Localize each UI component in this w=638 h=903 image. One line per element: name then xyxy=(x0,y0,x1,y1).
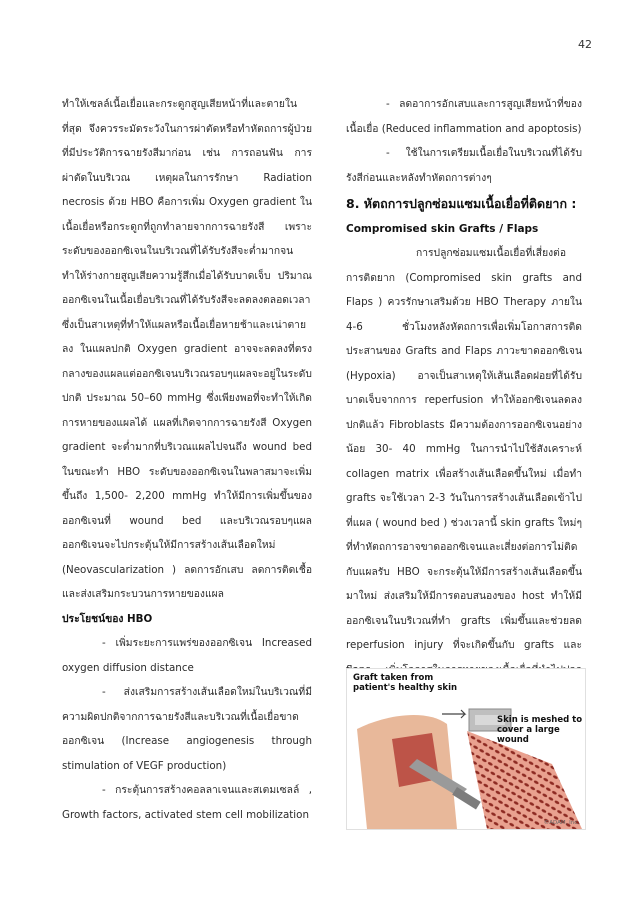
benefit-item-4: - ลดอาการอักเสบและการสูญเสียหน้าที่ของเนื้อเยื่อ (Reduced inflammation and apoptosis) xyxy=(346,98,582,135)
figure-credit: ©ADAM, Inc. xyxy=(543,820,579,826)
skin-graft-drawing xyxy=(347,669,585,829)
benefit-item-2: - ส่งเสริมการสร้างเส้นเลือดใหม่ในบริเวณที่มีความผิดปกติจากการฉายรังสีและบริเวณที่เนื้อเยื่อขาดออกซิเจน (Increase angiogenesis through stimulation of VEGF production) xyxy=(62,686,312,772)
paragraph-radiation-necrosis: ทำให้เซลล์เนื้อเยื่อและกระดูกสูญเสียหน้าที่และตายในที่สุด จึงควรระมัดระวังในการผ่าตัดหรือทำหัตถการผู้ป่วยที่มีประวัติการฉายรังสีมาก่อน เช่น การถอนฟัน การผ่าตัดในบริเวณ เหตุผลในการรักษา Radiation necrosis ด้วย HBO คือการเพิ่ม Oxygen gradient ในเนื้อเยื่อหรือกระดูกที่ถูกทำลายจากการฉายรังสี เพราะระดับของออกซิเจนในบริเวณที่ได้รับรังสีจะต่ำมากจนทำให้ร่างกายสูญเสียความรู้สึกเมื่อได้รับบาดเจ็บ ปริมาณออกซิเจนในเนื้อเยื่อบริเวณที่ได้รับรังสีจะลดลงตลอดเวลาซึ่งเป็นสาเหตุที่ทำให้แผลหรือเนื้อเยื่อหายช้าและเน่าตายลง ในแผลปกติ Oxygen gradient อาจจะลดลงที่ตรงกลางของแผลแต่ออกซิเจนบริเวณรอบๆแผลจะอยู่ในระดับปกติ ประมาณ 50–60 mmHg ซึ่งเพียงพอที่จะทำให้เกิดการหายของแผลได้ แผลที่เกิดจากการฉายรังสี Oxygen gradient จะต่ำมากที่บริเวณแผลไปจนถึง wound bed ในขณะทำ HBO ระดับของออกซิเจนในพลาสมาจะเพิ่มขึ้นถึง 1,500- 2,200 mmHg ทำให้มีการเพิ่มขึ้นของออกซิเจนที่ wound bed และบริเวณรอบๆแผล ออกซิเจนจะไปกระตุ้นให้มีการสร้างเส้นเลือดใหม่ (Neovascularization ) ลดการอักเสบ ลดการติดเชื้อ และส่งเสริมกระบวนการหายของแผล xyxy=(62,98,312,600)
tool-handle xyxy=(452,787,481,809)
skin-graft-illustration xyxy=(346,668,586,830)
benefit-heading: ประโยชน์ของ HBO xyxy=(62,612,153,625)
benefit-item-3: - กระตุ้นการสร้างคอลลาเจนและสเตมเซลล์ , Growth factors, activated stem cell mobilization xyxy=(62,784,312,821)
paragraph-grafts-flaps: การปลูกซ่อมแซมเนื้อเยื่อที่เสี่ยงต่อการติดยาก (Compromised skin grafts and Flaps ) ควรรักษาเสริมด้วย HBO Therapy ภายใน 4-6 ชั่วโมงหลังหัตถการเพื่อเพิ่มโอกาสการติดประสานของ Grafts and Flaps ภาวะขาดออกซิเจน (Hypoxia) อาจเป็นสาเหตุให้เส้นเลือดฝอยที่ได้รับบาดเจ็บจากการ reperfusion ทำให้ออกซิเจนลดลง ปกติแล้ว Fibroblasts มีความต้องการออกซิเจนอย่างน้อย 30- 40 mmHg ในการนำไปใช้สังเคราะห์ collagen matrix เพื่อสร้างเส้นเลือดขึ้นใหม่ เมื่อทำ grafts จะใช้เวลา 2-3 วันในการสร้างเส้นเลือดเข้าไปที่แผล ( wound bed ) ช่วงเวลานี้ skin grafts ใหม่ๆที่ทำหัตถการอาจขาดออกซิเจนและเสี่ยงต่อการไม่ติดกับแผลรับ HBO จะกระตุ้นให้มีการสร้างเส้นเลือดขึ้นมาใหม่ ส่งเสริมให้มีการตอบสนองของ host ทำให้มีออกซิเจนในบริเวณที่ทำ grafts เพิ่มขึ้นและช่วยลด reperfusion injury ที่จะเกิดขึ้นกับ grafts และ xyxy=(346,247,582,651)
meshed-skin xyxy=(467,731,582,829)
figure-label-mesh: Skin is meshed to cover a large wound xyxy=(497,715,583,745)
benefit-item-5: - ใช้ในการเตรียมเนื้อเยื่อในบริเวณที่ได้รับรังสีก่อนและหลังทำหัตถการต่างๆ xyxy=(346,147,582,184)
right-column xyxy=(346,92,582,707)
benefit-item-1: - เพิ่มระยะการแพร่ของออกซิเจน Increased oxygen diffusion distance xyxy=(62,637,312,674)
figure-label-graft: Graft taken from patient's healthy skin xyxy=(353,673,458,693)
page-number: 42 xyxy=(578,38,592,51)
section-heading: 8. หัตถการปลูกซ่อมแซมเนื้อเยื่อที่ติดยาก : xyxy=(346,196,577,211)
arrow-icon xyxy=(442,710,465,718)
section-subheading: Compromised skin Grafts / Flaps xyxy=(346,222,539,235)
left-column xyxy=(62,92,312,827)
